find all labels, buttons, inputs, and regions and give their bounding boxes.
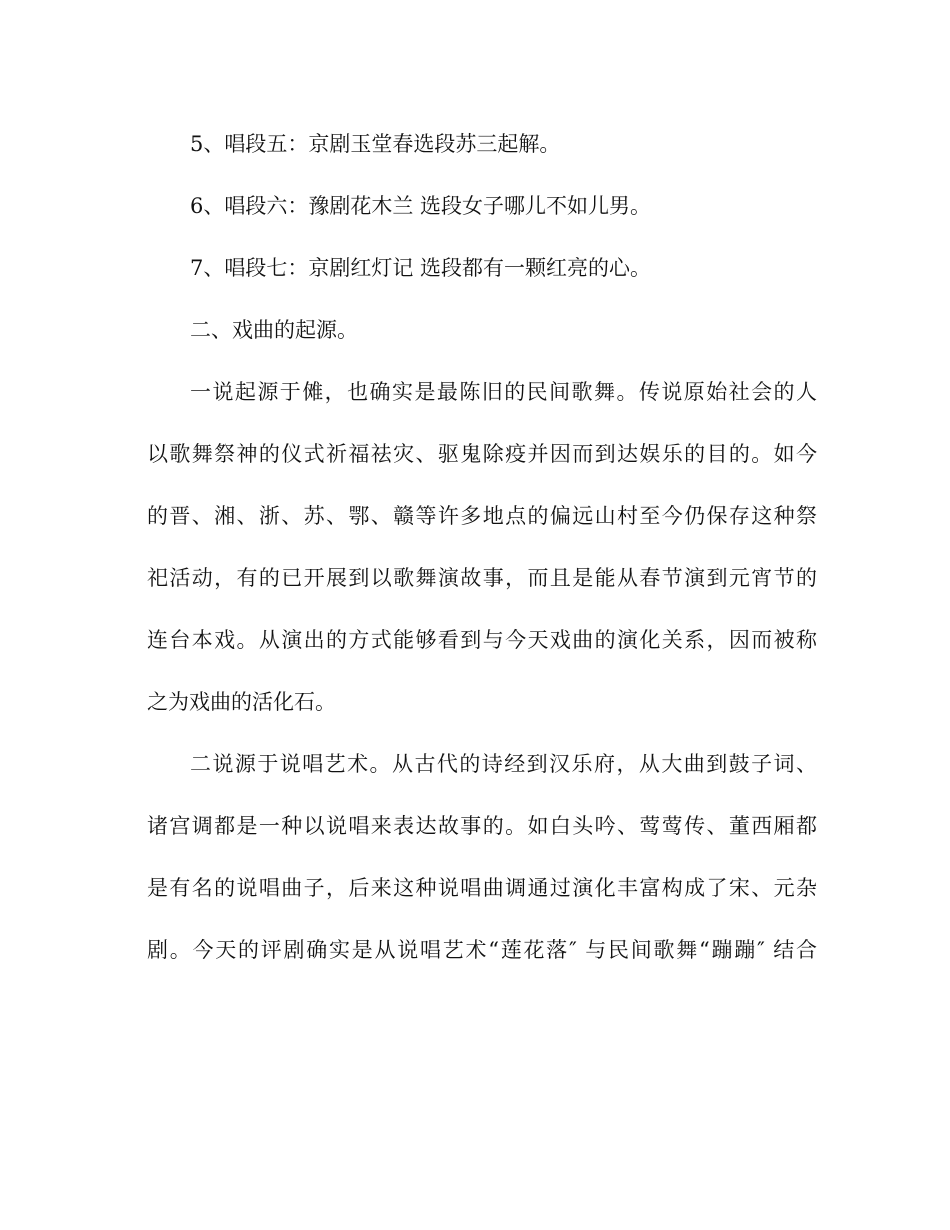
paragraph-2-line-3: 是有名的说唱曲子，后来这种说唱曲调通过演化丰富构成了宋、元杂 [147,876,817,900]
paragraph-1-line-3: 的晋、湘、浙、苏、鄂、赣等许多地点的偏远山村至今仍保存这种祭 [147,504,817,528]
paragraph-2-line-2: 诸宫调都是一种以说唱来表达故事的。如白头吟、莺莺传、董西厢都 [147,814,817,838]
text-line-aria-5: 5、唱段五：京剧玉堂春选段苏三起解。 [190,132,561,156]
text-line-aria-7: 7、唱段七：京剧红灯记 选段都有一颗红亮的心。 [190,256,652,280]
section-heading-origin: 二、戏曲的起源。 [190,318,358,342]
text-line-aria-6: 6、唱段六：豫剧花木兰 选段女子哪儿不如儿男。 [190,194,652,218]
paragraph-1-line-2: 以歌舞祭神的仪式祈福祛灾、驱鬼除疫并因而到达娱乐的目的。如今 [147,442,817,466]
paragraph-1-line-5: 连台本戏。从演出的方式能够看到与今天戏曲的演化关系，因而被称 [147,628,817,652]
paragraph-1-line-4: 祀活动，有的已开展到以歌舞演故事，而且是能从春节演到元宵节的 [147,566,817,590]
paragraph-2-line-1: 二说源于说唱艺术。从古代的诗经到汉乐府，从大曲到鼓子词、 [190,752,817,776]
paragraph-1-line-6: 之为戏曲的活化石。 [147,690,336,714]
paragraph-2-line-4: 剧。今天的评剧确实是从说唱艺术“莲花落″ 与民间歌舞“蹦蹦″ 结合 [147,938,817,962]
paragraph-1-line-1: 一说起源于傩，也确实是最陈旧的民间歌舞。传说原始社会的人 [190,380,817,404]
